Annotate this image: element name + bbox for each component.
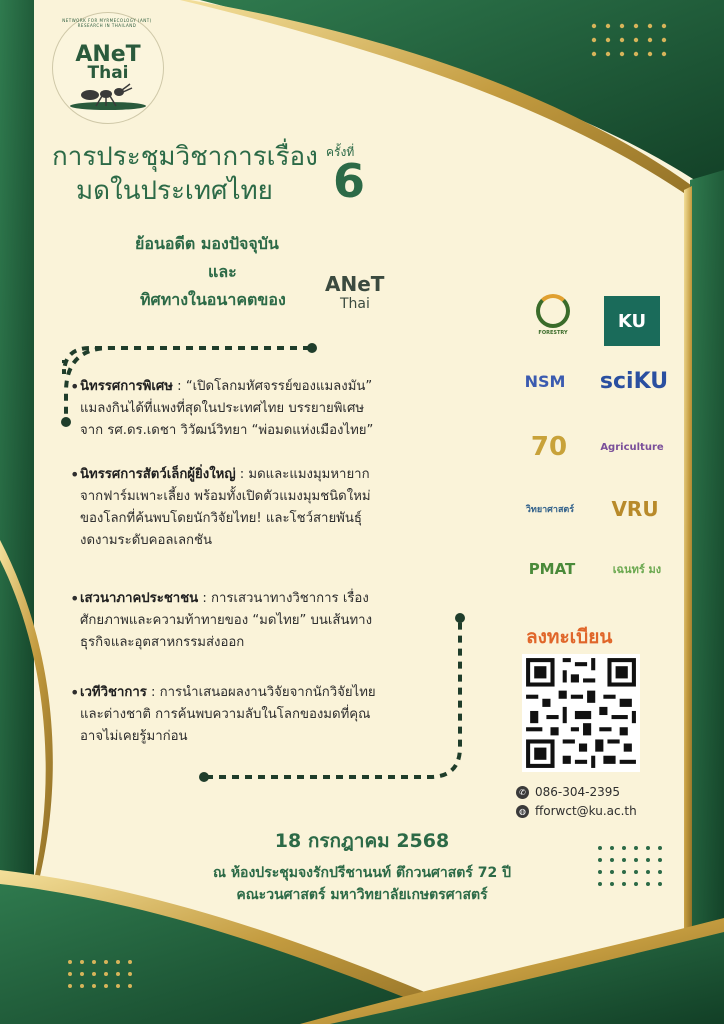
contact-phone: ✆ 086-304-2395 — [516, 785, 620, 799]
logo-main-text: ANeT — [75, 42, 141, 67]
ant-icon — [68, 82, 148, 110]
subtitle-logo-sub: Thai — [340, 296, 370, 312]
contact-email[interactable]: ◍ fforwct@ku.ac.th — [516, 804, 637, 818]
sponsor-logo-70-anniversary: 70 — [530, 432, 568, 462]
sponsor-logo-vru: VRU — [611, 497, 659, 521]
sponsor-logo-agriculture: Agriculture — [600, 441, 664, 453]
subtitle-line-1: ย้อนอดีต มองปัจจุบัน — [135, 234, 279, 253]
title-line-2: มดในประเทศไทย — [76, 176, 273, 206]
program-item: • เวทีวิชาการ : การนำเสนอผลงานวิจัยจากนักวิจัยไทย และต่างชาติ การค้นพบความลับในโลกของมดที่คุณ อาจไม่เคยรู้มาก่อน — [70, 683, 376, 744]
bullet-icon: • — [70, 683, 80, 702]
edition-number: 6 — [333, 154, 366, 208]
sponsor-logo-pmat: PMAT — [528, 560, 576, 578]
program-item: • เสวนาภาคประชาชน : การเสวนาทางวิชาการ เรื่อง ศักยภาพและความท้าทายของ “มดไทย” บนเส้นทาง ธุรกิจและอุตสาหกรรมส่งออก — [70, 589, 373, 650]
program-item: • นิทรรศการสัตว์เล็กผู้ยิ่งใหญ่ : มดและแมงมุมหายาก จากฟาร์มเพาะเลี้ยง พร้อมทั้งเปิดตัวแมงมุมชนิดใหม่ ของโลกที่ค้นพบโดยนักวิจัยไทย! และโชว์สายพันธุ์ งดงามระดับคอลเลกชัน — [70, 465, 371, 548]
program-list — [70, 376, 460, 776]
register-label: ลงทะเบียน — [526, 626, 613, 648]
title-line-1: การประชุมวิชาการเรื่อง — [52, 142, 318, 172]
event-date: 18 กรกฎาคม 2568 — [274, 830, 450, 852]
event-venue-2: คณะวนศาสตร์ มหาวิทยาลัยเกษตรศาสตร์ — [236, 887, 488, 903]
sponsor-logo-chenth: เฉนทร์ มง — [612, 563, 662, 576]
bullet-icon: • — [70, 589, 80, 608]
logo-arc-text: NETWORK FOR MYRMECOLOGY (ANT) RESEARCH IN THAILAND — [62, 18, 152, 28]
subtitle-line-3: ทิศทางในอนาคตของ — [140, 290, 286, 309]
bullet-icon: • — [70, 465, 80, 484]
sponsor-logo-science: วิทยาศาสตร์ — [525, 505, 575, 515]
registration-qr-code[interactable] — [522, 654, 640, 772]
sponsor-logo-forestry: FORESTRY — [518, 292, 588, 338]
qr-code-icon — [522, 654, 640, 772]
subtitle-logo-main: ANeT — [325, 272, 385, 296]
event-venue-1: ณ ห้องประชุมจงรักปรีชานนท์ ตึกวนศาสตร์ 72 ปี — [212, 865, 512, 881]
sponsor-logo-nsm: NSM — [524, 371, 566, 391]
logo-sub-text: Thai — [87, 63, 129, 83]
edition-label: ครั้งที่ — [326, 145, 355, 159]
subtitle-line-2: และ — [208, 262, 237, 281]
bullet-icon: • — [70, 377, 80, 396]
globe-icon: ◍ — [516, 805, 529, 818]
phone-icon: ✆ — [516, 786, 529, 799]
program-item: • นิทรรศการพิเศษ : “เปิดโลกมหัศจรรย์ของแมลงมัน” แมลงกินได้ที่แพงที่สุดในประเทศไทย บรรยายพิเศษ จาก รศ.ดร.เดชา วิวัฒน์วิทยา “พ่อมดแห่งเมืองไทย” — [70, 377, 374, 438]
sponsor-logo-sci-ku: sciKU — [599, 368, 669, 394]
sponsor-logo-ku: KU — [604, 296, 660, 346]
